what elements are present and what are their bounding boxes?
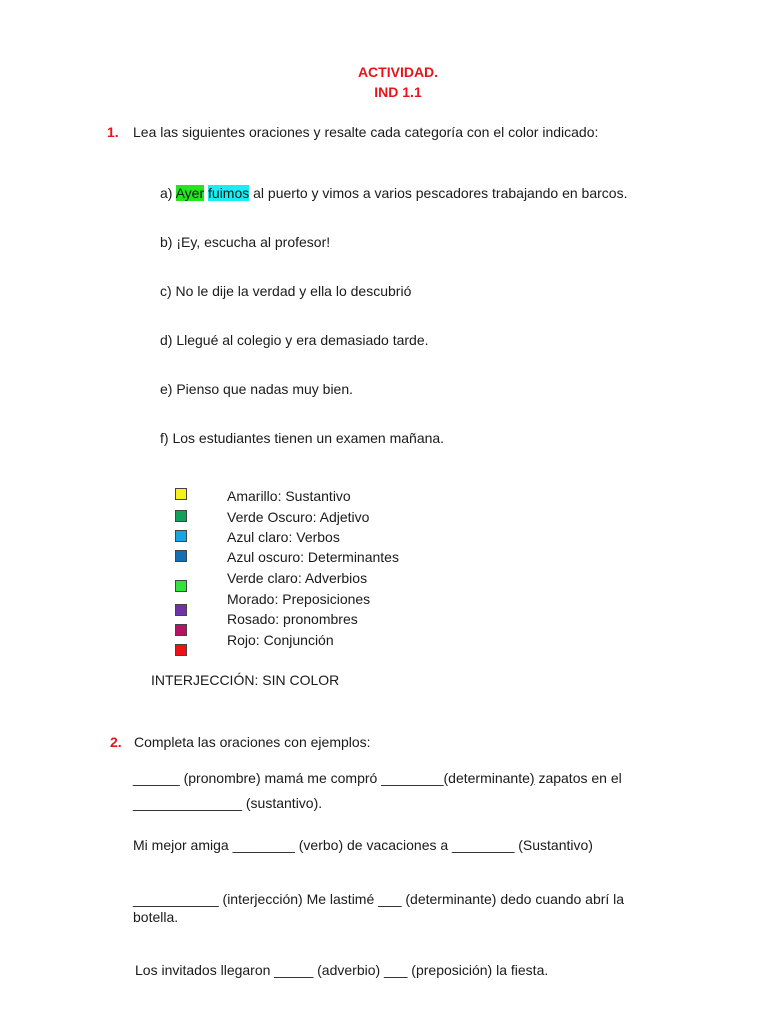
highlight-ayer: Ayer bbox=[175, 185, 205, 201]
page-title: ACTIVIDAD. bbox=[357, 64, 439, 80]
legend-label: Amarillo: Sustantivo bbox=[227, 488, 351, 504]
legend-label: Rojo: Conjunción bbox=[227, 632, 334, 648]
highlight-fuimos: fuimos bbox=[208, 185, 250, 201]
legend-label: Rosado: pronombres bbox=[227, 611, 358, 627]
question-1-number: 1. bbox=[107, 124, 119, 140]
legend-label: Azul claro: Verbos bbox=[227, 529, 340, 545]
legend-label: Verde claro: Adverbios bbox=[227, 570, 368, 586]
sentence-2-4: Los invitados llegaron _____ (adverbio) ___ (preposición) la fiesta. bbox=[135, 962, 549, 978]
swatch-dark-blue bbox=[175, 550, 187, 562]
legend-label: Verde Oscuro: Adjetivo bbox=[227, 509, 370, 525]
sentence-2-2: Mi mejor amiga ________ (verbo) de vacaciones a ________ (Sustantivo) bbox=[133, 837, 593, 853]
sentence-2-1-part-b: ) bbox=[529, 770, 535, 786]
sentence-2-1-line-2: ______________ (sustantivo). bbox=[133, 795, 323, 811]
sentence-2-3-line-2: botella. bbox=[133, 909, 179, 925]
interjection-note: INTERJECCIÓN: SIN COLOR bbox=[151, 672, 340, 688]
sentence-d: d) Llegué al colegio y era demasiado tarde. bbox=[160, 332, 429, 348]
sentence-2-3-line-1: ___________ (interjección) Me lastimé ___ (determinante) dedo cuando abrí la bbox=[133, 891, 625, 907]
legend-label: Azul oscuro: Determinantes bbox=[227, 549, 399, 565]
page-subtitle: IND 1.1 bbox=[374, 84, 422, 100]
sentence-e: e) Pienso que nadas muy bien. bbox=[160, 381, 354, 397]
swatch-purple bbox=[175, 604, 187, 616]
sentence-a-rest: al puerto y vimos a varios pescadores trabajando en barcos. bbox=[249, 185, 628, 201]
swatch-light-blue bbox=[175, 530, 187, 542]
sentence-a-label: a) bbox=[160, 185, 176, 201]
sentence-2-1-part-c: zapatos en el bbox=[534, 770, 622, 786]
sentence-c: c) No le dije la verdad y ella lo descubrió bbox=[160, 283, 412, 299]
question-2-prompt: Completa las oraciones con ejemplos: bbox=[134, 734, 371, 750]
question-2-number: 2. bbox=[110, 734, 122, 750]
swatch-yellow bbox=[175, 488, 187, 500]
swatch-dark-green bbox=[175, 510, 187, 522]
legend-label: Morado: Preposiciones bbox=[227, 591, 371, 607]
sentence-f: f) Los estudiantes tienen un examen mañana. bbox=[160, 430, 445, 446]
question-1-prompt: Lea las siguientes oraciones y resalte cada categoría con el color indicado: bbox=[133, 124, 599, 140]
sentence-2-1-line-1 bbox=[133, 770, 622, 786]
sentence-2-1-part-a: ______ (pronombre) mamá me compró ________(determinante bbox=[133, 770, 530, 786]
swatch-pink bbox=[175, 624, 187, 636]
swatch-light-green bbox=[175, 580, 187, 592]
swatch-red bbox=[175, 644, 187, 656]
sentence-b: b) ¡Ey, escucha al profesor! bbox=[160, 234, 331, 250]
sentence-a bbox=[160, 185, 627, 201]
